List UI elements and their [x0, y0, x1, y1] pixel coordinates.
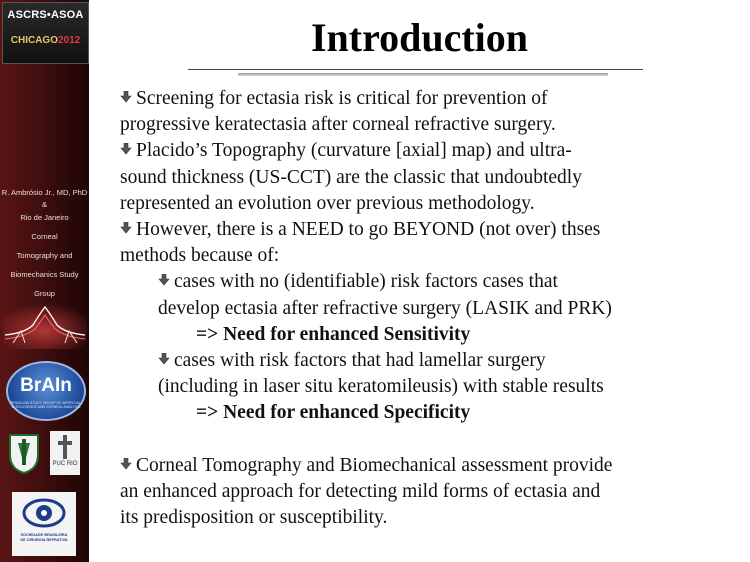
brain-logo-name: BrAIn	[20, 375, 72, 396]
arrow-down-icon	[120, 458, 132, 470]
bullet-line	[120, 505, 744, 531]
puc-rio-logo	[50, 431, 80, 475]
bullet-line	[120, 138, 744, 164]
arrow-down-icon	[158, 274, 170, 286]
bullet-line	[120, 86, 744, 112]
eye-icon	[22, 496, 66, 530]
logo-line1: ASCRS•ASOA	[7, 9, 84, 21]
bullet-line	[120, 453, 744, 479]
group-line: Corneal	[31, 232, 58, 241]
arrow-down-icon	[120, 91, 132, 103]
bullet-text: Screening for ectasia risk is critical for prevention of	[136, 88, 548, 109]
title-underline	[188, 69, 643, 70]
title-underline-shadow	[238, 73, 608, 76]
bullet-line	[120, 479, 744, 505]
bullet-line	[120, 112, 744, 138]
arrow-down-icon	[120, 143, 132, 155]
logo-year: 2012	[57, 35, 81, 46]
brain-logo	[6, 361, 86, 421]
spacer	[120, 427, 744, 453]
bullet-line	[120, 374, 744, 400]
sbrv-text	[12, 533, 76, 542]
bullet-line	[120, 191, 744, 217]
bullet-line	[120, 296, 744, 322]
bullet-text: sound thickness (US-CCT) are the classic that undoubtedly	[120, 166, 582, 188]
bullet-text: an enhanced approach for detecting mild forms of ectasia and	[120, 480, 601, 502]
sbrv-line1: SOCIEDADE BRASILEIRA	[20, 533, 68, 537]
bullet-text: cases with no (identifiable) risk factors cases that	[174, 271, 558, 293]
sidebar	[0, 0, 89, 562]
bullet-text: However, there is a NEED to go BEYOND (not over) thses	[136, 219, 601, 241]
group-line: Rio de Janeiro	[20, 213, 69, 222]
brain-logo-subtitle: BRAZILIAN STUDY GROUP OF ARTIFICIAL INTELLIGENCE AND CORNEAL ANALYSIS	[10, 401, 81, 409]
bullet-text: Placido’s Topography (curvature [axial] map) and ultra-	[136, 140, 572, 162]
bullet-text: (including in laser situ keratomileusis) with stable results	[158, 376, 604, 398]
slide-title: Introduction	[310, 15, 529, 60]
bullet-line	[120, 165, 744, 191]
conclusion-line	[120, 400, 744, 426]
bullet-line	[120, 243, 744, 269]
group-line: &	[41, 200, 47, 209]
logo-city-year	[3, 35, 88, 46]
bullet-text: => Need for enhanced Sensitivity	[196, 323, 471, 345]
arrow-down-icon	[120, 222, 132, 234]
bullet-text: develop ectasia after refractive surgery (LASIK and PRK)	[158, 297, 612, 319]
bullet-text: its predisposition or susceptibility.	[120, 507, 388, 529]
study-group-text	[0, 183, 89, 303]
bullet-text: => Need for enhanced Specificity	[196, 402, 471, 424]
logo-city: CHICAGO	[10, 35, 58, 46]
group-line: Tomography and	[16, 251, 73, 260]
bullet-text: methods because of:	[120, 245, 280, 267]
bullet-text: represented an evolution over previous methodology.	[120, 192, 535, 214]
bullet-text: progressive keratectasia after corneal refractive surgery.	[120, 114, 556, 136]
sbrv-line2: DE CIRURGIA REFRATIVA	[20, 537, 68, 542]
group-line: Biomechanics Study	[10, 270, 79, 279]
shield-icon	[8, 433, 40, 475]
puc-rio-label: PUC RIO	[52, 461, 78, 467]
group-line: Group	[34, 289, 55, 298]
corneal-wave-icon	[3, 303, 87, 349]
bullet-line	[120, 217, 744, 243]
bullet-line	[120, 269, 744, 295]
arrow-down-icon	[158, 353, 170, 365]
cross-icon	[58, 435, 72, 459]
sbrv-logo	[12, 492, 76, 556]
bullet-line	[120, 348, 744, 374]
bullet-text: cases with risk factors that had lamellar surgery	[174, 350, 546, 372]
group-line: R. Ambrósio Jr., MD, PhD	[1, 188, 88, 197]
slide-content	[120, 86, 744, 531]
bullet-text: Corneal Tomography and Biomechanical assessment provide	[136, 454, 613, 476]
ascrs-asoa-logo	[2, 2, 89, 64]
conclusion-line	[120, 322, 744, 348]
